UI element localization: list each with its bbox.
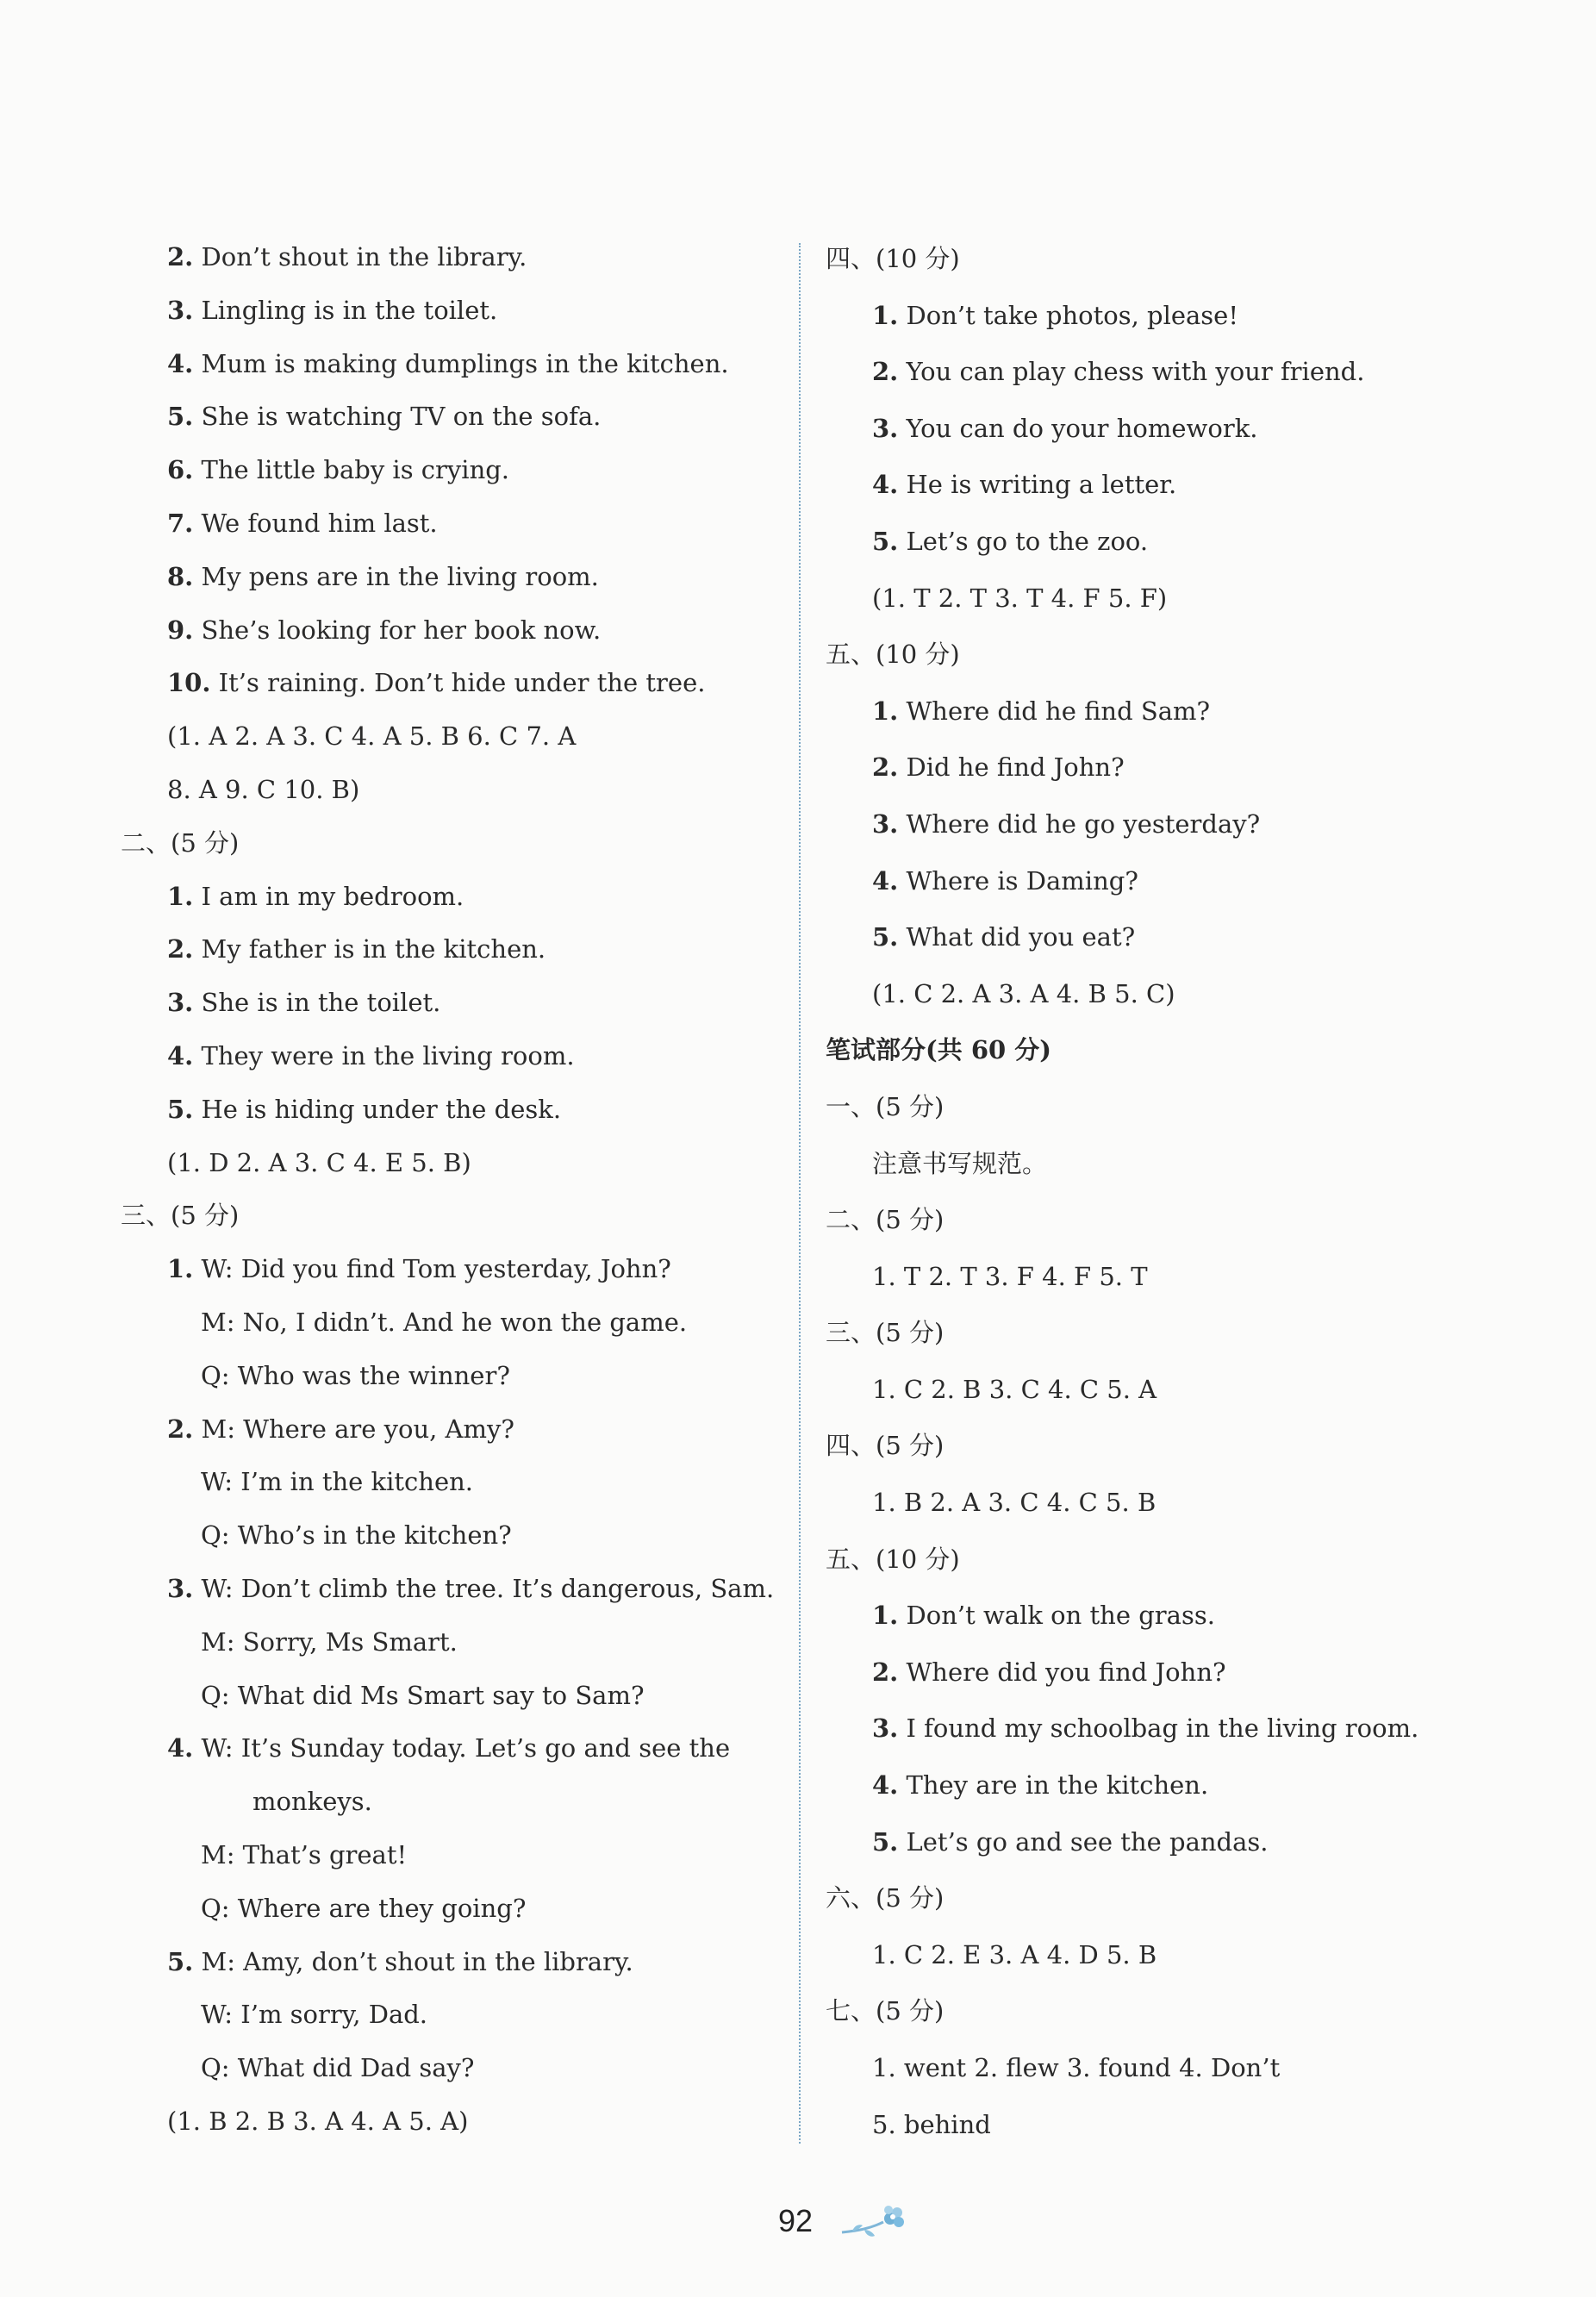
left-numbered-item [121, 1030, 793, 1083]
left-dialogue-line: W: I’m sorry, Dad. [201, 2000, 428, 2030]
item-text: I found my schoolbag in the living room. [906, 1713, 1419, 1744]
right-numbered-item [826, 740, 1481, 796]
right-numbered-item [826, 1701, 1481, 1757]
right-numbered-item [826, 853, 1481, 910]
item-number: 5. [872, 922, 899, 952]
right-plain-line: 1. B 2. A 3. C 4. C 5. B [872, 1488, 1156, 1518]
left-dialogue-line: Q: Who was the winner? [201, 1360, 510, 1390]
left-answer-line: (1. A 2. A 3. C 4. A 5. B 6. C 7. A [167, 721, 577, 752]
item-text: Where did he go yesterday? [906, 808, 1261, 839]
right-numbered-item [826, 344, 1481, 401]
left-answer-line: (1. B 2. B 3. A 4. A 5. A) [167, 2106, 469, 2136]
left-numbered-item [121, 338, 793, 391]
right-section-heading: 五、(10 分) [826, 1544, 960, 1574]
item-text: She is watching TV on the sofa. [201, 402, 602, 432]
left-numbered-item [121, 604, 793, 658]
right-numbered-item [826, 683, 1481, 740]
item-text: He is writing a letter. [906, 470, 1177, 500]
right-section-heading: 一、(5 分) [826, 1091, 945, 1121]
right-numbered-item [826, 1588, 1481, 1645]
written-part-title: 笔试部分(共 60 分) [826, 1035, 1051, 1065]
right-plain-line: 5. behind [872, 2109, 991, 2139]
right-answer-line: (1. T 2. T 3. T 4. F 5. F) [872, 583, 1168, 613]
item-number: 2. [167, 242, 194, 272]
left-numbered-item [121, 1403, 793, 1457]
left-numbered-item [121, 923, 793, 977]
item-number: 2. [872, 1657, 899, 1687]
item-text: You can play chess with your friend. [906, 357, 1365, 387]
item-number: 4. [872, 470, 899, 500]
item-number: 2. [872, 752, 899, 783]
item-number: 3. [872, 413, 899, 443]
item-text: W: Did you find Tom yesterday, John? [201, 1254, 671, 1284]
item-text: I am in my bedroom. [201, 881, 464, 911]
right-numbered-item [826, 1757, 1481, 1814]
left-numbered-item [121, 444, 793, 497]
item-number: 1. [872, 300, 899, 330]
item-text: They were in the living room. [201, 1040, 575, 1070]
item-text: M: Where are you, Amy? [201, 1414, 514, 1444]
item-number: 5. [872, 526, 899, 556]
right-numbered-item [826, 796, 1481, 853]
item-number: 4. [872, 865, 899, 896]
item-number: 3. [167, 988, 194, 1018]
right-numbered-item [826, 1814, 1481, 1871]
item-number: 4. [167, 348, 194, 378]
left-numbered-item [121, 551, 793, 604]
item-number: 5. [167, 402, 194, 432]
left-dialogue-line: Q: Where are they going? [201, 1893, 527, 1923]
item-number: 3. [872, 808, 899, 839]
item-text: W: Don’t climb the tree. It’s dangerous, Sam. [201, 1573, 775, 1603]
left-numbered-item [121, 284, 793, 338]
left-section-heading: 三、(5 分) [121, 1201, 240, 1231]
left-numbered-item [121, 497, 793, 551]
right-plain-line: 注意书写规范。 [872, 1148, 1048, 1178]
column-divider [799, 243, 801, 2144]
right-numbered-item [826, 909, 1481, 966]
item-number: 2. [167, 1414, 194, 1444]
item-text: We found him last. [201, 508, 438, 538]
item-text: Mum is making dumplings in the kitchen. [201, 348, 729, 378]
page-footer [0, 2196, 1596, 2256]
item-number: 1. [167, 881, 194, 911]
right-plain-line: 1. C 2. B 3. C 4. C 5. A [872, 1374, 1157, 1404]
item-number: 10. [167, 668, 211, 698]
item-number: 7. [167, 508, 194, 538]
item-number: 1. [872, 1601, 899, 1631]
left-dialogue-line: M: No, I didn’t. And he won the game. [201, 1307, 688, 1337]
left-numbered-item [121, 657, 793, 710]
item-text: She’s looking for her book now. [201, 615, 602, 645]
item-number: 3. [167, 295, 194, 325]
item-text: Where did he find Sam? [906, 696, 1211, 726]
item-number: 4. [167, 1040, 194, 1070]
item-text: Where did you find John? [906, 1657, 1226, 1687]
left-numbered-item [121, 871, 793, 924]
left-numbered-item [121, 1243, 793, 1296]
left-answer-line: 8. A 9. C 10. B) [167, 774, 360, 804]
item-text: My pens are in the living room. [201, 561, 599, 591]
left-dialogue-line: Q: What did Ms Smart say to Sam? [201, 1680, 645, 1710]
left-dialogue-line: M: Sorry, Ms Smart. [201, 1626, 458, 1657]
item-text: They are in the kitchen. [906, 1770, 1209, 1801]
item-text: She is in the toilet. [201, 988, 441, 1018]
left-numbered-item [121, 1083, 793, 1137]
right-answer-line: (1. C 2. A 3. A 4. B 5. C) [872, 978, 1175, 1008]
item-text: W: It’s Sunday today. Let’s go and see the [201, 1733, 731, 1763]
item-text: Lingling is in the toilet. [201, 295, 498, 325]
right-section-heading: 四、(10 分) [826, 244, 960, 273]
item-text: Don’t walk on the grass. [906, 1601, 1215, 1631]
left-numbered-item [121, 1936, 793, 1989]
item-text: The little baby is crying. [201, 455, 510, 485]
right-section-heading: 五、(10 分) [826, 640, 960, 670]
item-number: 5. [872, 1826, 899, 1857]
item-text: Let’s go and see the pandas. [906, 1826, 1269, 1857]
right-section-heading: 二、(5 分) [826, 1205, 945, 1235]
item-number: 6. [167, 455, 194, 485]
right-section-heading: 七、(5 分) [826, 1996, 945, 2026]
left-numbered-item [121, 390, 793, 444]
item-text: Let’s go to the zoo. [906, 526, 1149, 556]
left-dialogue-line: M: That’s great! [201, 1839, 408, 1869]
item-number: 8. [167, 561, 194, 591]
item-text: Don’t take photos, please! [906, 300, 1238, 330]
item-text: Did he find John? [906, 752, 1125, 783]
item-text: M: Amy, don’t shout in the library. [201, 1946, 633, 1976]
left-continued-line: monkeys. [252, 1787, 372, 1817]
right-section-heading: 四、(5 分) [826, 1431, 945, 1461]
right-column [826, 231, 1481, 2153]
left-dialogue-line: Q: What did Dad say? [201, 2053, 475, 2083]
item-number: 4. [872, 1770, 899, 1801]
item-text: What did you eat? [906, 922, 1136, 952]
right-numbered-item [826, 514, 1481, 571]
left-numbered-item [121, 231, 793, 284]
item-text: It’s raining. Don’t hide under the tree. [218, 668, 706, 698]
left-section-heading: 二、(5 分) [121, 827, 240, 858]
item-number: 3. [167, 1573, 194, 1603]
left-dialogue-line: W: I’m in the kitchen. [201, 1467, 474, 1497]
right-numbered-item [826, 401, 1481, 458]
item-text: Don’t shout in the library. [201, 242, 527, 272]
right-section-heading: 六、(5 分) [826, 1883, 945, 1913]
item-text: My father is in the kitchen. [201, 934, 546, 964]
item-number: 2. [872, 357, 899, 387]
flower-sprig-icon [840, 2203, 911, 2248]
right-plain-line: 1. T 2. T 3. F 4. F 5. T [872, 1261, 1148, 1291]
item-number: 5. [167, 1946, 194, 1976]
item-text: He is hiding under the desk. [201, 1094, 562, 1124]
left-numbered-item [121, 1563, 793, 1616]
item-number: 9. [167, 615, 194, 645]
right-numbered-item [826, 1645, 1481, 1701]
left-answer-line: (1. D 2. A 3. C 4. E 5. B) [167, 1147, 471, 1177]
left-dialogue-line: Q: Who’s in the kitchen? [201, 1520, 512, 1551]
item-number: 2. [167, 934, 194, 964]
page-number: 92 [778, 2203, 814, 2238]
right-numbered-item [826, 288, 1481, 345]
right-section-heading: 三、(5 分) [826, 1318, 945, 1348]
right-numbered-item [826, 457, 1481, 514]
item-number: 1. [872, 696, 899, 726]
item-number: 5. [167, 1094, 194, 1124]
left-numbered-item [121, 977, 793, 1030]
item-text: You can do your homework. [906, 413, 1258, 443]
left-column [121, 231, 793, 2149]
item-number: 3. [872, 1713, 899, 1744]
right-plain-line: 1. went 2. flew 3. found 4. Don’t [872, 2053, 1281, 2082]
item-number: 4. [167, 1733, 194, 1763]
item-text: Where is Daming? [906, 865, 1138, 896]
item-number: 1. [167, 1254, 194, 1284]
left-numbered-item [121, 1722, 793, 1776]
right-plain-line: 1. C 2. E 3. A 4. D 5. B [872, 1939, 1157, 1969]
